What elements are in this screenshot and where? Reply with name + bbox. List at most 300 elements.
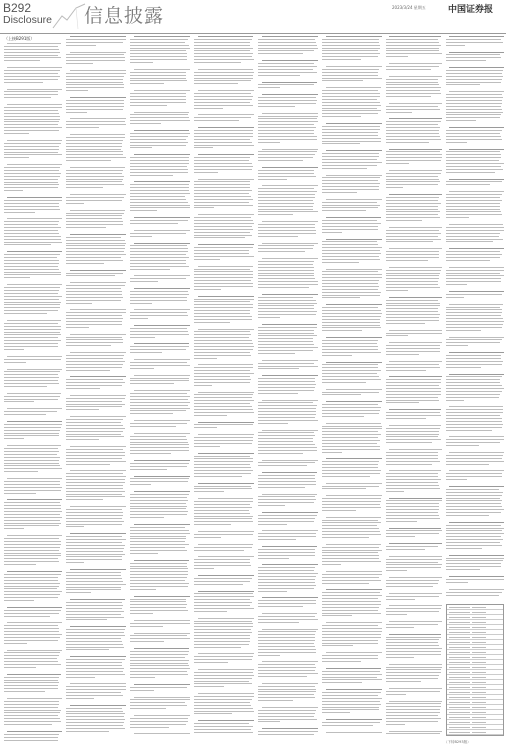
- text-line: [130, 396, 190, 397]
- text-line: [134, 648, 190, 649]
- text-line: [4, 349, 24, 350]
- text-line: [130, 423, 187, 424]
- text-line: [4, 430, 60, 431]
- text-line: [194, 467, 251, 468]
- text-line: [4, 383, 59, 384]
- text-line: [446, 473, 502, 474]
- text-line: [194, 713, 232, 714]
- text-line: [130, 123, 161, 124]
- text-line: [322, 446, 380, 447]
- text-line: [446, 397, 499, 398]
- text-line: [130, 187, 189, 188]
- text-line: [4, 266, 58, 267]
- text-line: [258, 408, 316, 409]
- text-line: [194, 53, 253, 54]
- text-line: [4, 517, 62, 518]
- text-line: [258, 643, 314, 644]
- text-line: [386, 536, 415, 537]
- text-line: [322, 692, 381, 693]
- text-line: [4, 594, 60, 595]
- text-line: [449, 191, 504, 192]
- text-line: [322, 135, 378, 136]
- text-line: [4, 682, 59, 683]
- text-line: [66, 339, 123, 340]
- text-line: [386, 379, 441, 380]
- text-line: [262, 243, 318, 244]
- text-line: [258, 157, 313, 158]
- text-line: [262, 460, 318, 461]
- text-line: [66, 461, 126, 462]
- text-line: [194, 190, 252, 191]
- text-line: [258, 536, 316, 537]
- text-line: [446, 324, 503, 325]
- text-line: [322, 352, 381, 353]
- text-line: [66, 364, 123, 365]
- text-line: [4, 371, 60, 372]
- text-line: [194, 584, 243, 585]
- text-line: [66, 725, 123, 726]
- text-line: [194, 256, 254, 257]
- text-line: [130, 263, 186, 264]
- text-line: [130, 163, 189, 164]
- text-line: [258, 444, 315, 445]
- text-line: [4, 209, 60, 210]
- text-line: [70, 70, 126, 71]
- text-line: [322, 168, 367, 169]
- text-line: [4, 427, 61, 428]
- text-line: [446, 412, 503, 413]
- text-line: [389, 118, 442, 119]
- text-line: [446, 327, 502, 328]
- text-line: [322, 437, 378, 438]
- text-line: [386, 305, 440, 306]
- text-column-6: [322, 36, 382, 748]
- text-line: [130, 484, 151, 485]
- text-line: [66, 121, 125, 122]
- masthead-rule: [0, 33, 506, 34]
- text-line: [389, 470, 441, 471]
- text-line: [258, 284, 318, 285]
- text-line: [446, 294, 502, 295]
- text-line: [130, 705, 187, 706]
- text-line: [446, 548, 482, 549]
- text-line: [258, 478, 315, 479]
- text-line: [322, 640, 378, 641]
- text-line: [66, 245, 125, 246]
- text-line: [446, 321, 504, 322]
- text-line: [130, 727, 169, 728]
- text-line: [449, 555, 504, 556]
- text-line: [66, 671, 123, 672]
- text-line: [326, 123, 382, 124]
- text-line: [322, 707, 379, 708]
- text-line: [322, 601, 381, 602]
- text-line: [322, 226, 378, 227]
- text-line: [7, 140, 61, 141]
- text-line: [258, 236, 298, 237]
- text-line: [4, 206, 59, 207]
- text-line: [446, 184, 490, 185]
- text-line: [386, 130, 439, 131]
- text-line: [66, 260, 123, 261]
- text-line: [386, 211, 440, 212]
- text-line: [386, 583, 438, 584]
- text-line: [449, 67, 504, 68]
- text-line: [194, 686, 224, 687]
- text-line: [4, 154, 62, 155]
- text-line: [386, 715, 438, 716]
- text-line: [4, 580, 58, 581]
- text-line: [258, 646, 315, 647]
- text-line: [66, 473, 123, 474]
- text-line: [66, 479, 125, 480]
- text-line: [449, 470, 504, 471]
- text-line: [258, 670, 315, 671]
- text-line: [194, 301, 250, 302]
- text-line: [130, 117, 189, 118]
- text-line: [386, 56, 408, 57]
- text-line: [194, 513, 250, 514]
- text-line: [386, 678, 438, 679]
- text-line: [322, 271, 378, 272]
- text-line: [4, 577, 58, 578]
- text-line: [66, 248, 125, 249]
- text-line: [258, 136, 317, 137]
- text-line: [134, 524, 190, 525]
- text-line: [258, 673, 318, 674]
- text-column-7: [386, 36, 442, 748]
- text-line: [134, 476, 190, 477]
- text-line: [446, 203, 500, 204]
- text-line: [66, 439, 99, 440]
- text-line: [446, 479, 467, 480]
- text-line: [4, 564, 36, 565]
- trend-line-icon: [52, 2, 86, 30]
- text-line: [194, 644, 249, 645]
- text-line: [449, 522, 504, 523]
- text-line: [66, 581, 123, 582]
- text-line: [258, 97, 316, 98]
- text-line: [66, 203, 84, 204]
- text-line: [258, 462, 315, 463]
- text-line: [258, 631, 316, 632]
- text-line: [130, 362, 187, 363]
- text-line: [322, 379, 381, 380]
- text-line: [386, 142, 429, 143]
- text-line: [258, 570, 314, 571]
- text-line: [258, 39, 315, 40]
- text-line: [198, 36, 253, 37]
- text-line: [4, 263, 59, 264]
- text-line: [70, 376, 126, 377]
- text-line: [386, 431, 439, 432]
- text-line: [322, 99, 377, 100]
- text-line: [386, 42, 439, 43]
- text-line: [446, 563, 501, 564]
- text-line: [258, 515, 317, 516]
- text-line: [446, 163, 504, 164]
- text-line: [258, 713, 315, 714]
- text-line: [258, 368, 299, 369]
- text-line: [194, 565, 251, 566]
- text-line: [4, 490, 61, 491]
- text-line: [70, 118, 126, 119]
- text-line: [4, 414, 46, 415]
- text-line: [130, 294, 189, 295]
- text-line: [258, 435, 315, 436]
- text-line: [326, 175, 382, 176]
- text-line: [258, 87, 280, 88]
- text-line: [258, 734, 314, 735]
- text-line: [386, 681, 421, 682]
- text-line: [446, 254, 502, 255]
- text-line: [4, 631, 59, 632]
- text-line: [194, 409, 253, 410]
- text-line: [198, 669, 254, 670]
- text-line: [386, 518, 440, 519]
- text-line: [4, 463, 59, 464]
- text-line: [66, 632, 124, 633]
- text-line: [258, 338, 313, 339]
- text-line: [194, 196, 251, 197]
- text-line: [194, 217, 251, 218]
- text-line: [446, 200, 502, 201]
- text-line: [322, 655, 378, 656]
- text-line: [322, 277, 382, 278]
- text-line: [262, 94, 318, 95]
- text-line: [386, 136, 440, 137]
- text-line: [134, 684, 190, 685]
- text-line: [66, 345, 111, 346]
- text-line: [326, 544, 381, 545]
- text-line: [258, 347, 318, 348]
- text-line: [66, 589, 121, 590]
- text-line: [66, 548, 124, 549]
- text-line: [194, 656, 253, 657]
- text-line: [4, 454, 57, 455]
- text-line: [446, 281, 501, 282]
- text-line: [386, 251, 439, 252]
- text-line: [130, 53, 187, 54]
- text-line: [386, 303, 440, 304]
- text-line: [258, 63, 314, 64]
- text-line: [130, 651, 189, 652]
- text-line: [386, 718, 441, 719]
- text-line: [194, 394, 253, 395]
- text-line: [322, 522, 381, 523]
- body-text-lines: [386, 36, 442, 740]
- text-line: [130, 589, 156, 590]
- text-line: [66, 109, 123, 110]
- text-line: [258, 381, 315, 382]
- text-line: [386, 154, 442, 155]
- text-line: [322, 507, 381, 508]
- text-line: [198, 591, 254, 592]
- text-line: [4, 655, 59, 656]
- text-line: [322, 440, 380, 441]
- text-line: [258, 264, 313, 265]
- text-line: [134, 560, 190, 561]
- text-line: [446, 233, 500, 234]
- text-line: [4, 386, 47, 387]
- text-line: [326, 589, 382, 590]
- text-line: [70, 705, 126, 706]
- text-line: [66, 695, 123, 696]
- text-line: [7, 284, 62, 285]
- text-line: [446, 230, 504, 231]
- text-line: [130, 574, 188, 575]
- text-line: [262, 512, 318, 513]
- text-line: [194, 397, 252, 398]
- text-line: [258, 303, 317, 304]
- text-line: [322, 253, 381, 254]
- text-line: [258, 567, 315, 568]
- text-line: [446, 157, 501, 158]
- text-line: [322, 289, 378, 290]
- text-line: [194, 59, 254, 60]
- text-line: [258, 558, 289, 559]
- text-line: [4, 57, 61, 58]
- text-line: [134, 90, 190, 91]
- text-line: [446, 367, 481, 368]
- text-line: [446, 42, 503, 43]
- text-line: [446, 84, 480, 85]
- text-line: [7, 731, 62, 732]
- text-line: [4, 707, 58, 708]
- text-line: [386, 721, 438, 722]
- text-line: [258, 441, 313, 442]
- text-line: [70, 656, 126, 657]
- text-line: [386, 66, 439, 67]
- text-line: [4, 187, 58, 188]
- text-line: [66, 137, 125, 138]
- text-line: [130, 136, 188, 137]
- text-line: [4, 514, 60, 515]
- text-line: [322, 577, 379, 578]
- text-line: [194, 39, 252, 40]
- text-line: [326, 495, 382, 496]
- text-line: [130, 668, 190, 669]
- text-line: [258, 600, 316, 601]
- text-line: [446, 236, 499, 237]
- text-line: [446, 424, 503, 425]
- text-line: [446, 120, 476, 121]
- text-line: [322, 431, 378, 432]
- text-line: [130, 671, 187, 672]
- text-line: [4, 600, 34, 601]
- text-line: [449, 352, 504, 353]
- text-line: [258, 721, 280, 722]
- text-line: [322, 704, 381, 705]
- text-line: [258, 475, 315, 476]
- text-line: [322, 501, 381, 502]
- text-line: [262, 36, 318, 37]
- text-line: [66, 151, 123, 152]
- text-line: [4, 299, 59, 300]
- text-line: [322, 346, 378, 347]
- text-line: [258, 552, 315, 553]
- text-line: [66, 213, 124, 214]
- text-line: [326, 517, 382, 518]
- text-line: [194, 229, 253, 230]
- text-line: [4, 203, 59, 204]
- text-line: [130, 383, 174, 384]
- text-line: [66, 629, 125, 630]
- text-line: [258, 194, 315, 195]
- text-line: [4, 302, 61, 303]
- text-line: [66, 157, 126, 158]
- text-line: [4, 176, 60, 177]
- text-line: [386, 127, 440, 128]
- text-line: [258, 179, 287, 180]
- text-line: [386, 485, 439, 486]
- text-line: [258, 311, 317, 312]
- text-line: [66, 608, 122, 609]
- text-line: [4, 254, 60, 255]
- text-line: [258, 637, 315, 638]
- text-line: [446, 442, 500, 443]
- text-line: [66, 79, 123, 80]
- text-line: [7, 607, 61, 608]
- text-line: [446, 260, 490, 261]
- text-line: [4, 82, 43, 83]
- text-line: [4, 130, 59, 131]
- text-line: [322, 426, 382, 427]
- text-line: [4, 555, 61, 556]
- text-line: [386, 488, 440, 489]
- text-line: [258, 465, 307, 466]
- text-line: [130, 601, 186, 602]
- text-line: [326, 571, 382, 572]
- text-line: [386, 187, 403, 188]
- text-line: [386, 415, 441, 416]
- text-line: [66, 170, 123, 171]
- text-line: [258, 694, 314, 695]
- text-line: [194, 518, 252, 519]
- text-line: [194, 504, 250, 505]
- text-line: [194, 470, 253, 471]
- text-line: [66, 42, 123, 43]
- text-line: [386, 354, 419, 355]
- text-line: [386, 273, 440, 274]
- text-line: [194, 501, 253, 502]
- text-line: [389, 621, 442, 622]
- text-line: [4, 94, 58, 95]
- text-line: [4, 451, 59, 452]
- text-line: [446, 528, 504, 529]
- text-line: [322, 701, 380, 702]
- text-line: [446, 309, 502, 310]
- text-line: [386, 197, 439, 198]
- text-line: [130, 527, 185, 528]
- text-line: [194, 596, 254, 597]
- text-line: [130, 660, 189, 661]
- text-line: [130, 334, 189, 335]
- text-line: [386, 287, 440, 288]
- text-line: [386, 402, 419, 403]
- text-line: [130, 248, 188, 249]
- text-line: [4, 637, 60, 638]
- text-line: [194, 373, 254, 374]
- text-line: [258, 317, 280, 318]
- text-line: [4, 121, 59, 122]
- text-line: [322, 286, 379, 287]
- text-line: [194, 62, 241, 63]
- text-line: [194, 464, 250, 465]
- text-line: [258, 330, 314, 331]
- text-line: [194, 550, 244, 551]
- text-line: [322, 210, 366, 211]
